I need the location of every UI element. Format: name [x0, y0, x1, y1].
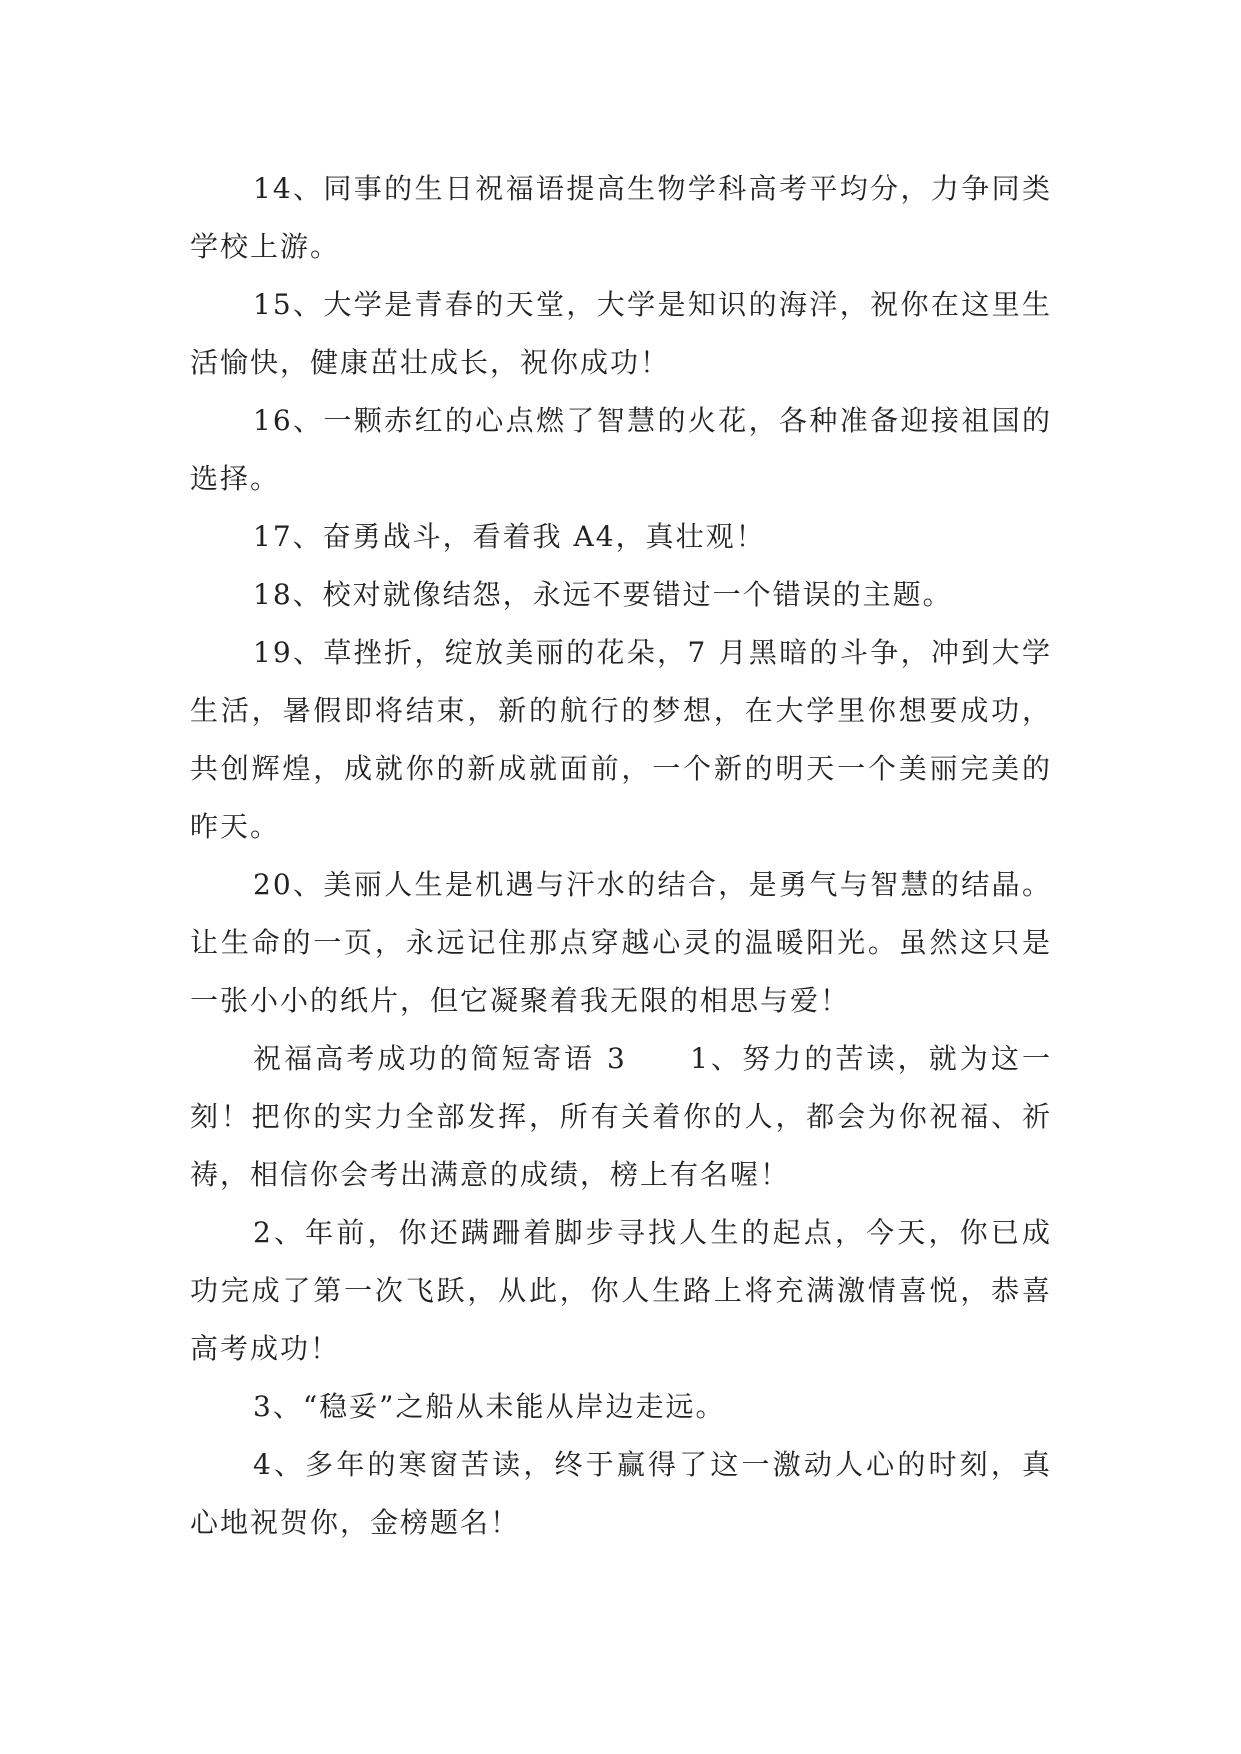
paragraph-20: 20、美丽人生是机遇与汗水的结合，是勇气与智慧的结晶。让生命的一页，永远记住那点穿越心灵的温暖阳光。虽然这只是一张小小的纸片，但它凝聚着我无限的相思与爱！: [190, 868, 1052, 1017]
document-page: [190, 160, 1052, 1552]
section-3-paragraph-2: 2、年前，你还蹒跚着脚步寻找人生的起点，今天，你已成功完成了第一次飞跃，从此，你人生路上将充满激情喜悦，恭喜高考成功！: [190, 1216, 1052, 1365]
paragraph-18: 18、校对就像结怨，永远不要错过一个错误的主题。: [253, 578, 953, 611]
paragraph-15: 15、大学是青春的天堂，大学是知识的海洋，祝你在这里生活愉快，健康茁壮成长，祝你成功！: [190, 288, 1052, 379]
section-3-paragraph-4: 4、多年的寒窗苦读，终于赢得了这一激动人心的时刻，真心地祝贺你，金榜题名！: [190, 1448, 1052, 1539]
section-3-paragraph-3: 3、“稳妥”之船从未能从岸边走远。: [253, 1390, 726, 1423]
paragraph-17: 17、奋勇战斗，看着我 A4，真壮观！: [253, 520, 766, 553]
section-3-paragraph-1: 祝福高考成功的简短寄语 3 1、努力的苦读，就为这一刻！把你的实力全部发挥，所有关着你的人，都会为你祝福、祈祷，相信你会考出满意的成绩，榜上有名喔！: [190, 1042, 1052, 1191]
paragraph-19: 19、草挫折，绽放美丽的花朵，7 月黑暗的斗争，冲到大学生活，暑假即将结束，新的航行的梦想，在大学里你想要成功，共创辉煌，成就你的新成就面前，一个新的明天一个美丽完美的昨天。: [190, 636, 1052, 843]
paragraph-16: 16、一颗赤红的心点燃了智慧的火花，各种准备迎接祖国的选择。: [190, 404, 1052, 495]
paragraph-14: 14、同事的生日祝福语提高生物学科高考平均分，力争同类学校上游。: [190, 172, 1052, 263]
